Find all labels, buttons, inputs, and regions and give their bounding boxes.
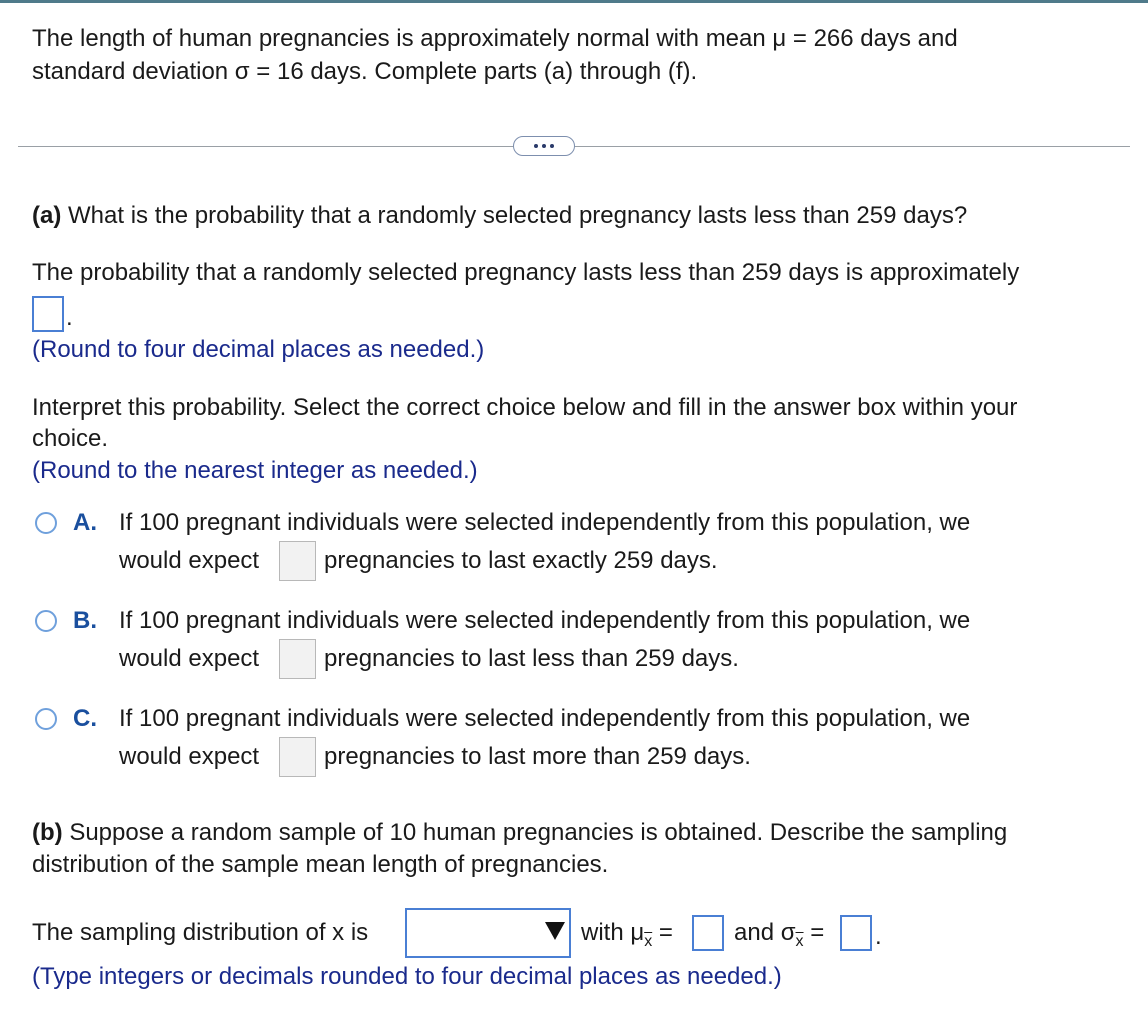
dot-icon (550, 144, 554, 148)
part-b-line-2: distribution of the sample mean length of pregnancies. (32, 851, 609, 878)
choice-b-line-1: If 100 pregnant individuals were selected independently from this population, we (119, 607, 971, 634)
dot-icon (534, 144, 538, 148)
sd-label (734, 918, 824, 951)
sampling-prefix-text: The sampling distribution of x is (32, 919, 369, 946)
mean-label (581, 918, 673, 951)
dot-icon (542, 144, 546, 148)
sample-mean-input[interactable] (692, 915, 724, 951)
part-b-label: (b) (32, 819, 63, 846)
interpret-hint: (Round to the nearest integer as needed.) (32, 457, 478, 484)
sampling-prefix (32, 918, 368, 948)
part-a-question-text: What is the probability that a randomly selected pregnancy lasts less than 259 days? (61, 202, 968, 229)
dropdown-arrow-icon (545, 922, 565, 940)
part-a-round-hint: (Round to four decimal places as needed.) (32, 336, 485, 363)
choice-c-prefix: would expect (119, 743, 260, 770)
sample-sd-input[interactable] (840, 915, 872, 951)
choice-b-radio[interactable] (35, 610, 57, 632)
mean-subscript: x (644, 933, 653, 950)
choice-b-prefix: would expect (119, 645, 260, 672)
interpret-line-1: Interpret this probability. Select the correct choice below and fill in the answer box within your (32, 394, 1018, 421)
sd-equals: = (810, 919, 825, 946)
choice-a-prefix: would expect (119, 547, 260, 574)
part-b-line-1 (32, 818, 1007, 848)
distribution-dropdown[interactable] (405, 908, 571, 958)
problem-line-2: standard deviation σ = 16 days. Complete parts (a) through (f). (32, 58, 698, 85)
choice-a-answer-input[interactable] (279, 541, 316, 581)
part-a-answer-row (32, 296, 73, 332)
choice-b-answer-input[interactable] (279, 639, 316, 679)
mean-label-text: with μ (581, 919, 645, 946)
sd-period: . (875, 923, 882, 950)
interpret-line-2: choice. (32, 425, 109, 452)
choice-c-letter: C. (73, 705, 97, 732)
part-a-statement: The probability that a randomly selected pregnancy lasts less than 259 days is approximately (32, 259, 1020, 286)
part-b-line-1-text: Suppose a random sample of 10 human pregnancies is obtained. Describe the sampling (62, 819, 1008, 846)
answer-period: . (66, 304, 73, 331)
problem-line-1: The length of human pregnancies is approximately normal with mean μ = 266 days and (32, 25, 958, 52)
part-a-label: (a) (32, 202, 62, 229)
choice-b-suffix: pregnancies to last less than 259 days. (324, 645, 739, 672)
choice-b-letter: B. (73, 607, 97, 634)
choice-a-letter: A. (73, 509, 97, 536)
choice-a-suffix: pregnancies to last exactly 259 days. (324, 547, 718, 574)
mean-equals: = (658, 919, 673, 946)
part-a-question (32, 201, 967, 231)
probability-answer-input[interactable] (32, 296, 64, 332)
sd-subscript: x (795, 933, 804, 950)
sd-label-text: and σ (734, 919, 796, 946)
choice-c-answer-input[interactable] (279, 737, 316, 777)
choice-c-radio[interactable] (35, 708, 57, 730)
choice-c-line-1: If 100 pregnant individuals were selected independently from this population, we (119, 705, 971, 732)
choice-a-radio[interactable] (35, 512, 57, 534)
choice-a-line-1: If 100 pregnant individuals were selected independently from this population, we (119, 509, 971, 536)
part-b-hint: (Type integers or decimals rounded to four decimal places as needed.) (32, 963, 782, 990)
top-accent-bar (0, 0, 1148, 3)
more-options-button[interactable] (513, 136, 575, 156)
choice-c-suffix: pregnancies to last more than 259 days. (324, 743, 751, 770)
